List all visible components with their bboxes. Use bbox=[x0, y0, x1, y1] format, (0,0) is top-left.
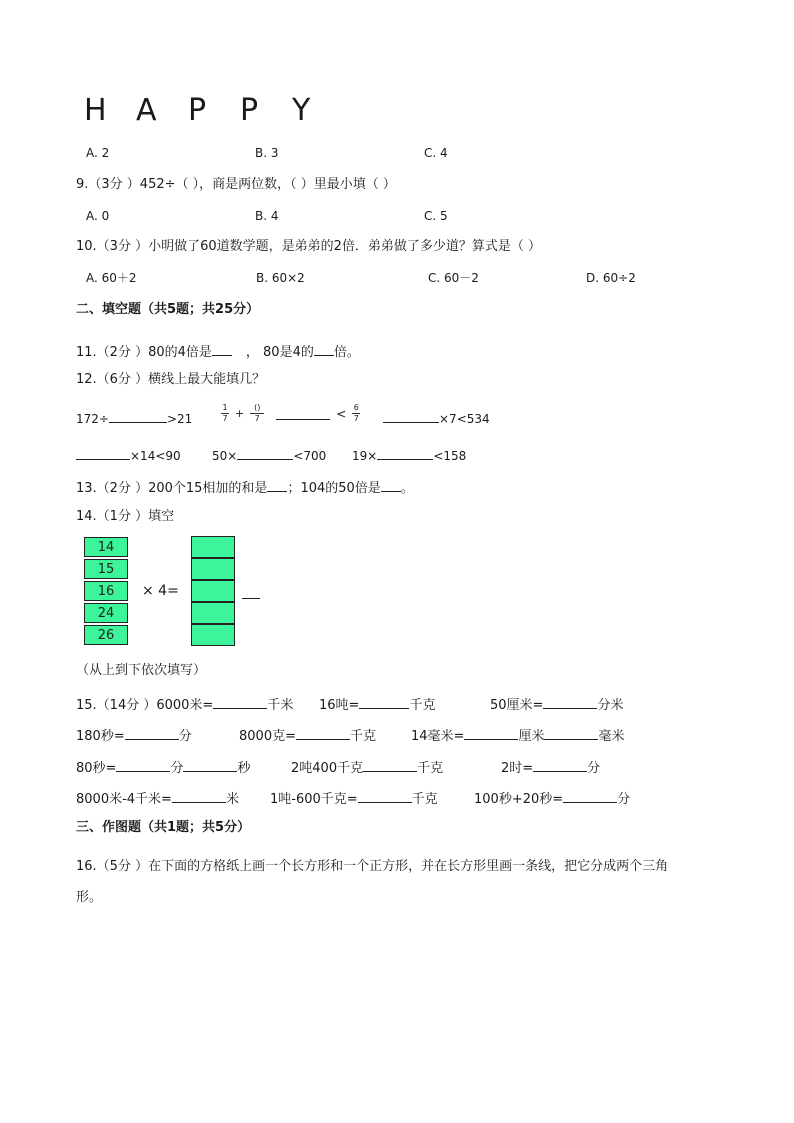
q14-left-cell: 14 bbox=[84, 537, 128, 557]
unit-text: 秒 bbox=[237, 761, 251, 776]
q15-row-1b bbox=[319, 696, 435, 712]
letter: Y bbox=[292, 93, 311, 128]
unit-text: 千克 bbox=[349, 729, 376, 744]
fraction: $\frac{()}{7}$ bbox=[250, 404, 264, 423]
answer-blank[interactable] bbox=[464, 727, 518, 740]
q15-row-2 bbox=[76, 727, 192, 743]
unit-text: 厘米 bbox=[518, 729, 545, 744]
plus-sign: + bbox=[235, 407, 245, 420]
q10-option-b: B. 60×2 bbox=[256, 271, 305, 285]
q15-row-1c bbox=[490, 696, 623, 712]
q10-option-c: C. 60－2 bbox=[428, 271, 479, 285]
letter: A bbox=[136, 93, 157, 128]
expr-text: 50× bbox=[212, 449, 238, 463]
unit-text: 分 bbox=[178, 729, 192, 744]
q12-expr-1 bbox=[76, 410, 192, 425]
answer-blank[interactable] bbox=[544, 727, 598, 740]
conversion-text: 50厘米= bbox=[490, 698, 544, 713]
expr-text: >21 bbox=[166, 412, 193, 426]
answer-blank[interactable] bbox=[109, 410, 167, 423]
expr-text: 19× bbox=[352, 449, 378, 463]
q15-row-4 bbox=[76, 790, 239, 806]
answer-blank[interactable] bbox=[76, 447, 130, 460]
answer-blank[interactable] bbox=[533, 759, 587, 772]
q15-row-3 bbox=[76, 759, 250, 775]
q11-part-b: ， 80是4的 bbox=[245, 345, 314, 360]
fraction: $\frac{6}{7}$ bbox=[353, 403, 359, 423]
q14-left-cell: 16 bbox=[84, 581, 128, 601]
letter: P bbox=[188, 93, 207, 128]
conversion-text: 16吨= bbox=[319, 698, 360, 713]
conversion-text: 80秒= bbox=[76, 761, 117, 776]
q14-left-cell: 15 bbox=[84, 559, 128, 579]
expr-text: ×14<90 bbox=[130, 449, 181, 463]
answer-blank[interactable] bbox=[172, 790, 226, 803]
answer-blank[interactable] bbox=[543, 696, 597, 709]
answer-blank[interactable] bbox=[212, 343, 232, 356]
conversion-text: 2吨400千克 bbox=[291, 761, 364, 776]
expr-text: ×7<534 bbox=[439, 412, 490, 426]
answer-blank[interactable] bbox=[377, 447, 433, 460]
answer-blank[interactable] bbox=[125, 727, 179, 740]
q12-expr-6 bbox=[352, 447, 466, 462]
conversion-text: 1吨-600千克= bbox=[270, 792, 358, 807]
conversion-text: 14毫米= bbox=[411, 729, 465, 744]
q10-option-a: A. 60＋2 bbox=[86, 271, 137, 285]
q14-title: 14.（1分 ）填空 bbox=[76, 509, 175, 524]
fraction: $\frac{1}{7}$ bbox=[222, 403, 228, 423]
q15-row-3b bbox=[291, 759, 443, 775]
q12-expr-4 bbox=[76, 447, 181, 462]
unit-text: 分 bbox=[617, 792, 631, 807]
q14-note: （从上到下依次填写） bbox=[76, 663, 207, 678]
unit-text: 千克 bbox=[409, 698, 436, 713]
q13-part-b: ；104的50倍是 bbox=[287, 481, 381, 496]
q14-left-cell: 26 bbox=[84, 625, 128, 645]
answer-blank[interactable] bbox=[383, 410, 439, 423]
q13-part-a: 13.（2分 ）200个15相加的和是 bbox=[76, 481, 268, 496]
q14-left-cell: 24 bbox=[84, 603, 128, 623]
q14-answer-cell[interactable] bbox=[191, 624, 235, 646]
letter: H bbox=[84, 93, 107, 128]
conversion-text: 8000米-4千米= bbox=[76, 792, 172, 807]
q13-part-c: 。 bbox=[400, 481, 414, 496]
q14-answer-cell[interactable] bbox=[191, 580, 235, 602]
letters-row bbox=[84, 93, 344, 128]
q9-text: 9.（3分 ）452÷（ ），商是两位数，（ ）里最小填（ ） bbox=[76, 177, 396, 192]
q10-option-d: D. 60÷2 bbox=[586, 271, 636, 285]
answer-blank[interactable] bbox=[267, 479, 287, 492]
q8-option-b: B. 3 bbox=[255, 146, 279, 160]
expr-text: <700 bbox=[293, 449, 327, 463]
answer-blank[interactable] bbox=[381, 479, 401, 492]
q15-row-1 bbox=[76, 696, 293, 712]
unit-text: 千米 bbox=[267, 698, 294, 713]
conversion-text: 2时= bbox=[501, 761, 534, 776]
q12-title: 12.（6分 ）横线上最大能填几？ bbox=[76, 372, 266, 387]
q14-answer-blank[interactable] bbox=[242, 586, 260, 601]
answer-blank[interactable] bbox=[563, 790, 617, 803]
conversion-text: 100秒+20秒= bbox=[474, 792, 564, 807]
conversion-text: 180秒= bbox=[76, 729, 125, 744]
unit-text: 米 bbox=[225, 792, 239, 807]
q15-row-4b bbox=[270, 790, 438, 806]
q16-line-1: 16.（5分 ）在下面的方格纸上画一个长方形和一个正方形，并在长方形里画一条线，把它分成两个三角 bbox=[76, 859, 669, 874]
answer-blank[interactable] bbox=[358, 790, 412, 803]
q9-option-a: A. 0 bbox=[86, 209, 110, 223]
q11-part-a: 11.（2分 ）80的4倍是 bbox=[76, 345, 212, 360]
answer-blank[interactable] bbox=[359, 696, 409, 709]
answer-blank[interactable] bbox=[116, 759, 170, 772]
q16-line-2: 形。 bbox=[76, 890, 103, 905]
answer-blank[interactable] bbox=[183, 759, 237, 772]
q12-expr-3 bbox=[383, 410, 490, 425]
q11 bbox=[76, 343, 360, 359]
unit-text: 千克 bbox=[411, 792, 438, 807]
expr-text: <158 bbox=[433, 449, 467, 463]
unit-text: 分 bbox=[170, 761, 184, 776]
answer-blank[interactable] bbox=[363, 759, 417, 772]
answer-blank[interactable] bbox=[296, 727, 350, 740]
answer-blank[interactable] bbox=[213, 696, 267, 709]
answer-blank[interactable] bbox=[314, 343, 334, 356]
letter: P bbox=[240, 93, 259, 128]
section-3-heading: 三、作图题（共1题；共5分） bbox=[76, 820, 251, 835]
answer-blank[interactable] bbox=[276, 407, 330, 420]
q12-expr-fraction bbox=[221, 404, 360, 423]
q15-row-2b bbox=[239, 727, 376, 743]
answer-blank[interactable] bbox=[237, 447, 293, 460]
unit-text: 分米 bbox=[597, 698, 624, 713]
q8-option-c: C. 4 bbox=[424, 146, 448, 160]
conversion-text: 8000克= bbox=[239, 729, 296, 744]
q14-operator: × 4= bbox=[142, 583, 179, 599]
q14-answer-cell[interactable] bbox=[191, 558, 235, 580]
conversion-text: 15.（14分 ）6000米= bbox=[76, 698, 214, 713]
q15-row-2c bbox=[411, 727, 624, 743]
q11-part-c: 倍。 bbox=[333, 345, 360, 360]
q14-answer-cell[interactable] bbox=[191, 602, 235, 624]
q15-row-3c bbox=[501, 759, 600, 775]
q12-expr-5 bbox=[212, 447, 326, 462]
q14-answer-cell[interactable] bbox=[191, 536, 235, 558]
unit-text: 千克 bbox=[417, 761, 444, 776]
less-than-sign: < bbox=[336, 406, 347, 421]
q9-option-b: B. 4 bbox=[255, 209, 279, 223]
unit-text: 分 bbox=[587, 761, 601, 776]
section-2-heading: 二、填空题（共5题；共25分） bbox=[76, 302, 260, 317]
q8-option-a: A. 2 bbox=[86, 146, 110, 160]
q10-text: 10.（3分 ）小明做了60道数学题，是弟弟的2倍．弟弟做了多少道？算式是（ ） bbox=[76, 239, 542, 254]
q13 bbox=[76, 479, 414, 495]
q15-row-4c bbox=[474, 790, 630, 806]
unit-text: 毫米 bbox=[598, 729, 625, 744]
expr-text: 172÷ bbox=[76, 412, 109, 426]
q9-option-c: C. 5 bbox=[424, 209, 448, 223]
